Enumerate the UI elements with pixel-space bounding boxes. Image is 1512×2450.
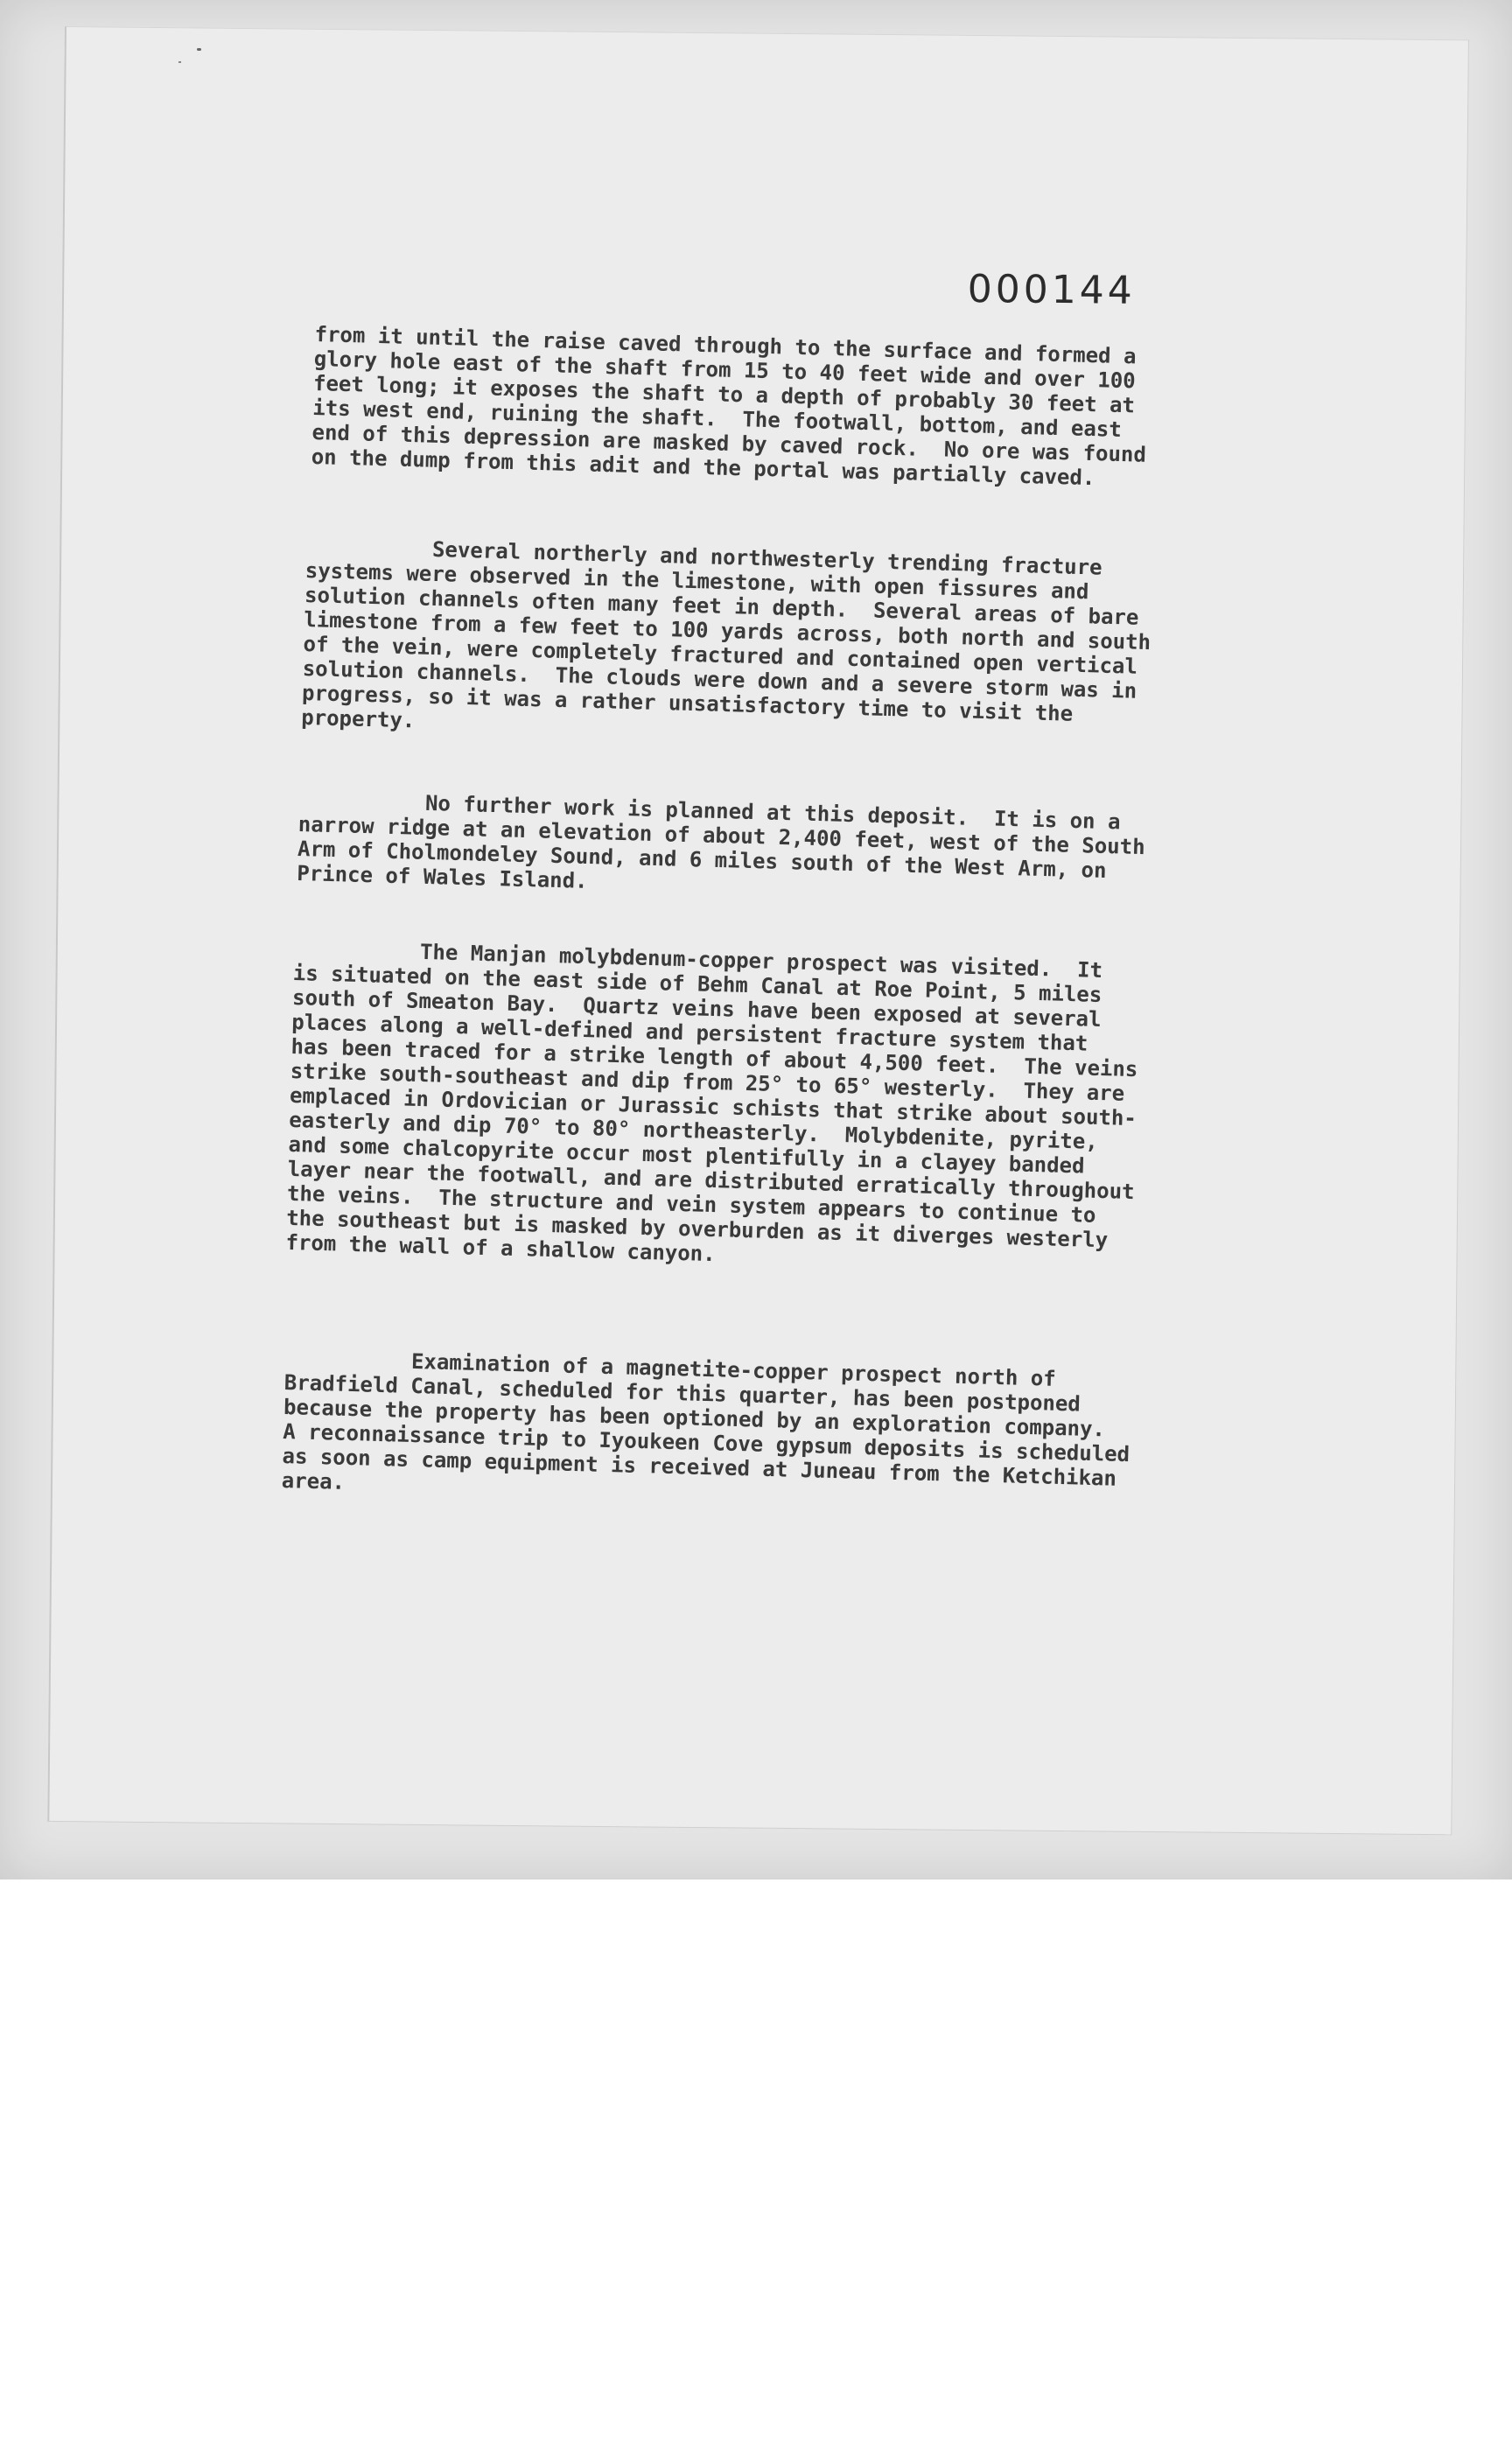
paragraph-glory-hole: from it until the raise caved through to the surface and formed a glory hole east of the shaft from 15 to 40 feet wide and over 100 feet long; it exposes the shaft to a depth of probably 30 feet at its west end, ruining the shaft. The footwall, bottom, and east end of this depression are masked by caved rock. No ore was found on the dump from this adit and the portal was partially caved. [311,322,1147,491]
paragraph-fracture-systems: Several northerly and northwesterly trending fracture systems were observed in the limestone, with open fissures and solution channels often many feet in depth. Several areas of bare limestone from a few feet to 100 yards across, both north and south of the vein, were completely fractured and contained open vertical solution channels. The clouds were down and a severe storm was in progress, so it was a rather unsatisfactory time to visit the property. [300,534,1152,733]
scan-speck [178,61,181,63]
paragraph-magnetite-copper: Examination of a magnetite-copper prospect north of Bradfield Canal, scheduled for this quarter, has been postponed because the property has been optioned by an exploration company. A reconnaissance trip to Iyoukeen Cove gypsum deposits is scheduled as soon as camp equipment is received at Juneau from the Ketchikan area. [281,1346,1130,1494]
page-number: 000144 [967,267,1136,313]
paper-sheet [47,26,1469,1835]
paragraph-no-further-work: No further work is planned at this deposit. It is on a narrow ridge at an elevation of about 2,400 feet, west of the South Arm of Cholmondeley Sound, and 6 miles south of the West Arm, on Prince of Wales Island. [296,788,1145,893]
scan-speck [197,48,201,51]
paragraph-manjan-prospect: The Manjan molybdenum-copper prospect was visited. It is situated on the east side of Behm Canal at Roe Point, 5 miles south of Smeaton Bay. Quartz veins have been exposed at several places along a well-defined and persistent fracture system that has been traced for a strike length of about 4,500 feet. The veins strike south-southeast and dip from 25° to 65° westerly. They are emplaced in Ordovician or Jurassic schists that strike about south- easterly and dip 70° to 80° northeasterly. Molybdenite, pyrite, and some chalcopyrite occur most plentifully in a clayey banded layer near the footwall, and are distributed erratically throughout the veins. The structure and vein system appears to continue to the southeast but is masked by overburden as it diverges westerly from the wall of a shallow canyon. [285,936,1138,1267]
